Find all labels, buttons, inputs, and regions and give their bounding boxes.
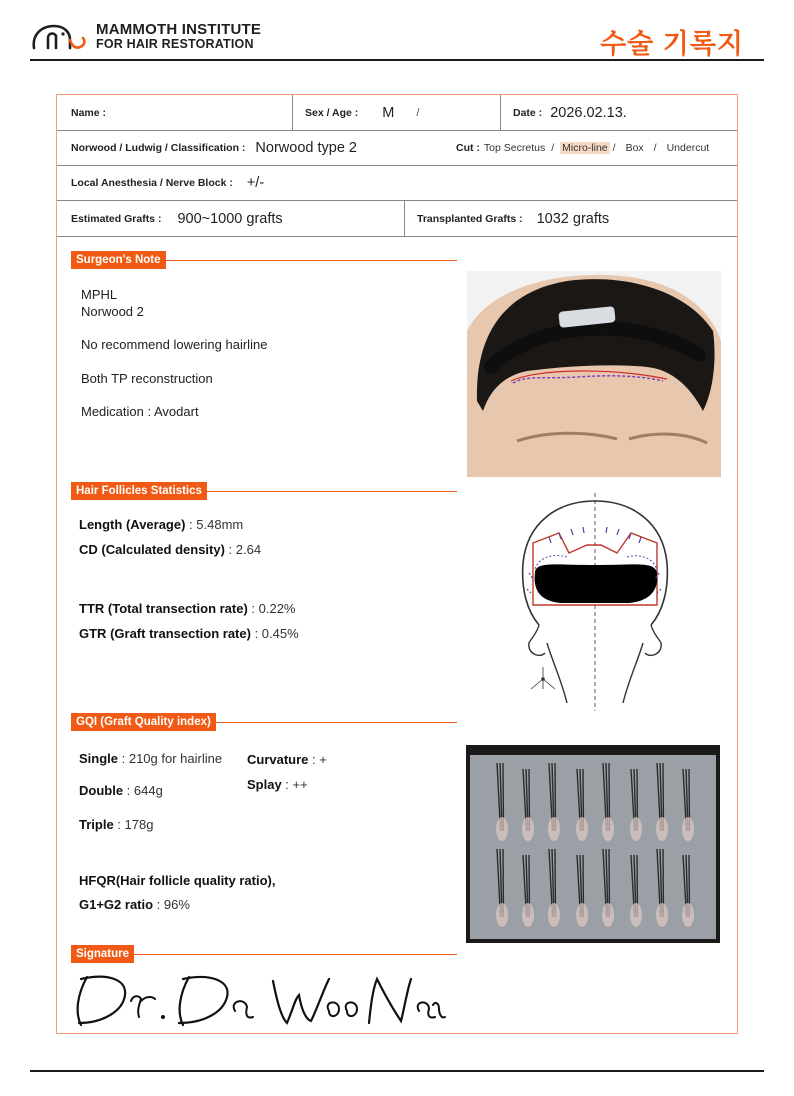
gqi-ratio bbox=[79, 897, 190, 912]
cut-separator: / bbox=[653, 142, 657, 154]
stat-label-paren: (Total transection rate) bbox=[107, 601, 248, 616]
follicle-stats-header bbox=[71, 482, 457, 500]
form-row-anesthesia bbox=[57, 166, 737, 201]
gqi-label: Triple bbox=[79, 817, 114, 832]
surgeons-note-header bbox=[71, 251, 457, 269]
surgery-record-form bbox=[56, 94, 738, 1034]
gqi-label: G1+G2 ratio bbox=[79, 897, 154, 912]
surgeons-note-title: Surgeon's Note bbox=[71, 251, 166, 269]
stat-value: : 0.22% bbox=[247, 601, 296, 616]
page-header bbox=[30, 18, 764, 60]
follicle-bulb-mark bbox=[682, 903, 694, 927]
gqi-value: : 178g bbox=[113, 817, 154, 832]
stat-label-paren: (Calculated density) bbox=[101, 542, 225, 557]
note-line: Norwood 2 bbox=[81, 304, 144, 319]
cut-separator: / bbox=[612, 142, 616, 154]
gqi-triple bbox=[79, 817, 153, 832]
note-line: Medication : Avodart bbox=[81, 404, 199, 419]
follicle-bulb-mark bbox=[522, 903, 534, 927]
gqi-label: Curvature bbox=[247, 752, 309, 767]
date-cell bbox=[500, 95, 627, 130]
follicle-bulb-mark bbox=[496, 903, 508, 927]
age-separator: / bbox=[416, 106, 420, 119]
stat-ttr bbox=[79, 601, 296, 616]
gqi-double bbox=[79, 783, 163, 798]
follicle-bulb-mark bbox=[548, 817, 560, 841]
sex-age-label: Sex / Age : bbox=[305, 106, 359, 119]
grafts-photo-image bbox=[466, 745, 720, 943]
logo-line-1: MAMMOTH INSTITUTE bbox=[96, 21, 262, 38]
follicle-stats-title: Hair Follicles Statistics bbox=[71, 482, 207, 500]
gqi-hfqr bbox=[79, 873, 275, 888]
name-cell bbox=[71, 95, 118, 130]
stat-label-paren: (Average) bbox=[125, 517, 186, 532]
gqi-title: GQI (Graft Quality index) bbox=[71, 713, 216, 731]
header-rule bbox=[30, 59, 764, 61]
date-value[interactable]: 2026.02.13. bbox=[550, 104, 627, 121]
follicle-bulb-mark bbox=[548, 903, 560, 927]
follicle-bulb-mark bbox=[630, 817, 642, 841]
follicle-bulb-mark bbox=[682, 817, 694, 841]
stat-gtr bbox=[79, 626, 299, 641]
note-line: No recommend lowering hairline bbox=[81, 337, 268, 352]
surgeon-signature bbox=[67, 965, 447, 1035]
sex-age-cell bbox=[292, 95, 500, 130]
follicle-bulb-mark bbox=[576, 817, 588, 841]
stat-length bbox=[79, 517, 243, 532]
follicle-bulb-mark bbox=[522, 817, 534, 841]
transplanted-cell bbox=[404, 201, 609, 236]
gqi-curvature bbox=[247, 752, 327, 767]
classification-label: Norwood / Ludwig / Classification : bbox=[71, 142, 246, 154]
form-row-classification bbox=[57, 131, 737, 166]
note-line: Both TP reconstruction bbox=[81, 371, 213, 386]
stat-value: : 2.64 bbox=[224, 542, 262, 557]
stat-label: Length bbox=[79, 517, 123, 532]
stat-value: : 0.45% bbox=[250, 626, 299, 641]
gqi-label: Single bbox=[79, 751, 119, 766]
anesthesia-cell bbox=[71, 166, 264, 200]
name-label: Name : bbox=[71, 106, 107, 119]
gqi-single bbox=[79, 751, 222, 766]
signature-title: Signature bbox=[71, 945, 134, 963]
cut-separator: / bbox=[551, 142, 555, 154]
grafts-photo bbox=[466, 745, 720, 943]
stat-label: TTR bbox=[79, 601, 105, 616]
gqi-header bbox=[71, 713, 457, 731]
cut-option-box[interactable]: Box bbox=[625, 142, 644, 154]
gqi-label: HFQR(Hair follicle quality ratio), bbox=[79, 873, 276, 888]
hairline-photo-image bbox=[467, 271, 721, 477]
form-row-patient bbox=[57, 95, 737, 131]
estimated-value[interactable]: 900~1000 grafts bbox=[177, 210, 283, 227]
stat-label-paren: (Graft transection rate) bbox=[110, 626, 251, 641]
logo-line-2: FOR HAIR RESTORATION bbox=[96, 37, 254, 51]
stat-cd bbox=[79, 542, 261, 557]
gqi-value: : 644g bbox=[123, 783, 163, 798]
gqi-splay bbox=[247, 777, 308, 792]
follicle-bulb-mark bbox=[496, 817, 508, 841]
sex-value[interactable]: M bbox=[382, 104, 395, 121]
gqi-value: : 210g for hairline bbox=[118, 751, 223, 766]
follicle-bulb-mark bbox=[602, 903, 614, 927]
follicle-bulb-mark bbox=[602, 817, 614, 841]
cut-option-top-secretus[interactable]: Top Secretus bbox=[483, 142, 546, 154]
transplanted-label: Transplanted Grafts : bbox=[417, 212, 523, 225]
classification-cell bbox=[71, 131, 357, 165]
patient-hairline-photo bbox=[467, 271, 721, 477]
estimated-label: Estimated Grafts : bbox=[71, 212, 162, 225]
gqi-value: : 96% bbox=[153, 897, 190, 912]
stat-label: GTR bbox=[79, 626, 107, 641]
cut-label: Cut : bbox=[456, 142, 480, 154]
footer-rule bbox=[30, 1070, 764, 1072]
anesthesia-label: Local Anesthesia / Nerve Block : bbox=[71, 177, 233, 189]
form-row-grafts bbox=[57, 201, 737, 237]
signature-header bbox=[71, 945, 457, 963]
transplanted-value[interactable]: 1032 grafts bbox=[536, 210, 610, 227]
classification-value[interactable]: Norwood type 2 bbox=[255, 140, 357, 156]
cut-option-undercut[interactable]: Undercut bbox=[666, 142, 710, 154]
estimated-cell bbox=[71, 201, 283, 236]
gqi-value: : ++ bbox=[281, 777, 308, 792]
anesthesia-value[interactable]: +/- bbox=[246, 175, 265, 191]
cut-cell bbox=[456, 131, 709, 165]
gqi-value: : + bbox=[308, 752, 327, 767]
document-title: 수술 기록지 bbox=[600, 29, 744, 59]
cut-option-micro-line-selected[interactable]: Micro-line bbox=[562, 142, 608, 154]
gqi-label: Double bbox=[79, 783, 124, 798]
follicle-bulb-mark bbox=[656, 817, 668, 841]
mammoth-logo-icon bbox=[30, 20, 88, 52]
follicle-bulb-mark bbox=[576, 903, 588, 927]
head-diagram-icon bbox=[509, 493, 675, 713]
stat-value: : 5.48mm bbox=[185, 517, 244, 532]
date-label: Date : bbox=[513, 106, 543, 119]
stat-label: CD bbox=[79, 542, 98, 557]
follicle-bulb-mark bbox=[630, 903, 642, 927]
gqi-label: Splay bbox=[247, 777, 282, 792]
follicle-bulb-mark bbox=[656, 903, 668, 927]
note-line: MPHL bbox=[81, 287, 118, 302]
